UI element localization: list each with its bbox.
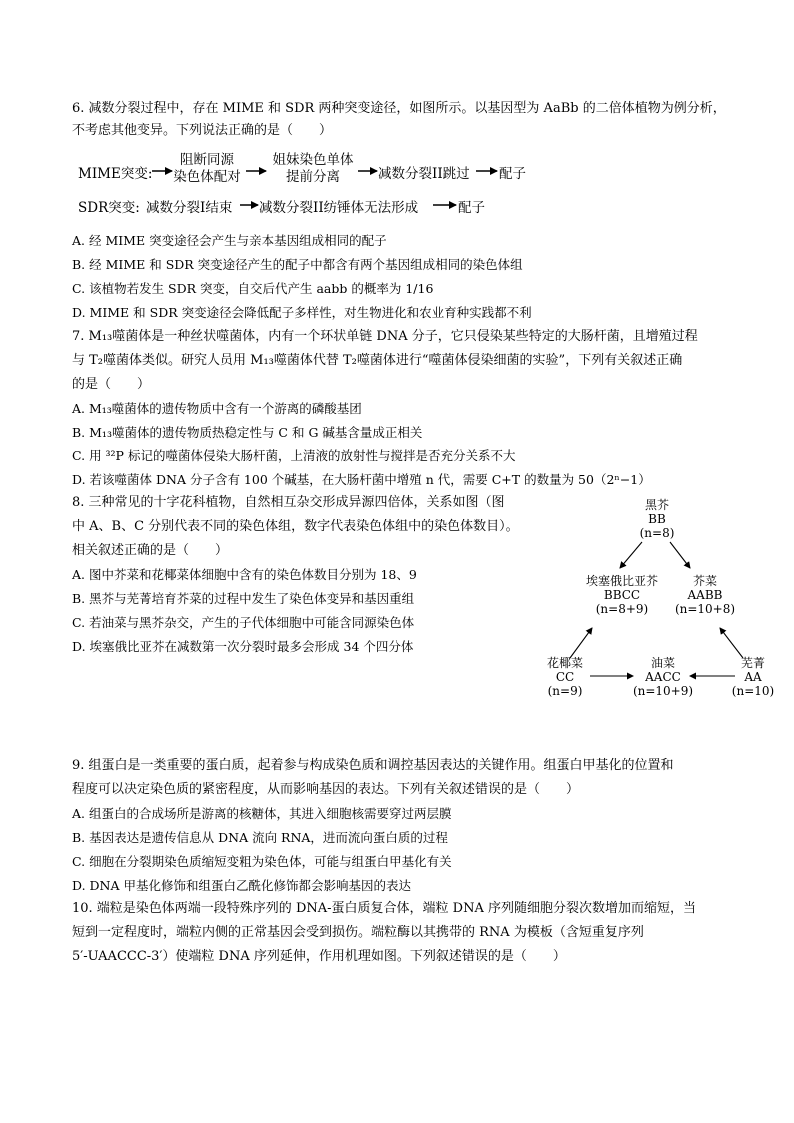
q6-stem-line1: 6. 减数分裂过程中，存在 MIME 和 SDR 两种突变途径，如图所示。以基因型为 AaBb 的二倍体植物为例分析， bbox=[72, 101, 726, 116]
jiecai-name: 芥菜 bbox=[692, 574, 717, 588]
mime-step3: 减数分裂II跳过 bbox=[378, 166, 470, 182]
wujing-n: (n=10) bbox=[731, 684, 775, 698]
node-wujing bbox=[728, 656, 778, 698]
youcai-name: 油菜 bbox=[650, 656, 675, 670]
node-heijie bbox=[622, 498, 692, 540]
q7-option-a: A. M₁₃噬菌体的遗传物质中含有一个游离的磷酸基团 bbox=[72, 401, 362, 416]
q9-option-b: B. 基因表达是遗传信息从 DNA 流向 RNA，进而流向蛋白质的过程 bbox=[72, 830, 448, 845]
mime-step2-line2: 提前分离 bbox=[286, 169, 340, 185]
q9-stem-line1: 9. 组蛋白是一类重要的蛋白质，起着参与构成染色质和调控基因表达的关键作用。组蛋白甲基化的位置和 bbox=[72, 758, 674, 773]
aisai-n: (n=8+9) bbox=[595, 602, 649, 616]
q10-stem-line1: 10. 端粒是染色体两端一段特殊序列的 DNA-蛋白质复合体，端粒 DNA 序列随细胞分裂次数增加而缩短，当 bbox=[72, 901, 696, 916]
jiecai-genome: AABB bbox=[687, 588, 723, 602]
q8-option-d: D. 埃塞俄比亚芥在减数第一次分裂时最多会形成 34 个四分体 bbox=[72, 639, 414, 654]
jiecai-n: (n=10+8) bbox=[674, 602, 736, 616]
wujing-genome: AA bbox=[744, 670, 762, 684]
arrow-huaye-aisai bbox=[570, 628, 592, 658]
heijie-genome: BB bbox=[648, 512, 666, 526]
q7-option-b: B. M₁₃噬菌体的遗传物质热稳定性与 C 和 G 碱基含量成正相关 bbox=[72, 425, 423, 440]
q9-stem-line2: 程度可以决定染色质的紧密程度，从而影响基因的表达。下列有关叙述错误的是（ ） bbox=[72, 782, 580, 797]
huaye-name: 花椰菜 bbox=[546, 656, 583, 670]
aisai-genome: BBCC bbox=[603, 588, 641, 602]
node-jiecai bbox=[670, 574, 740, 616]
q10-stem-line2: 短到一定程度时，端粒内侧的正常基因会受到损伤。端粒酶以其携带的 RNA 为模板（含短重复序列 bbox=[72, 925, 644, 940]
q9-option-c: C. 细胞在分裂期染色质缩短变粗为染色体，可能与组蛋白甲基化有关 bbox=[72, 854, 452, 869]
q6-option-a: A. 经 MIME 突变途径会产生与亲本基因组成相同的配子 bbox=[72, 233, 387, 248]
q8-option-c: C. 若油菜与黑芥杂交，产生的子代体细胞中可能含同源染色体 bbox=[72, 615, 415, 630]
q7-stem-line3: 的是（ ） bbox=[72, 377, 151, 392]
q8-option-a: A. 图中芥菜和花椰菜体细胞中含有的染色体数目分别为 18、9 bbox=[72, 567, 417, 582]
wujing-name: 芜菁 bbox=[740, 656, 765, 670]
mime-step2-line1: 姐妹染色单体 bbox=[272, 152, 354, 168]
aisai-name: 埃塞俄比亚芥 bbox=[585, 574, 658, 588]
sdr-step3: 配子 bbox=[458, 200, 485, 216]
node-aisai bbox=[574, 574, 670, 616]
q8-stem-line3: 相关叙述正确的是（ ） bbox=[72, 543, 229, 558]
node-huaye bbox=[537, 656, 593, 698]
q7-stem-line1: 7. M₁₃噬菌体是一种丝状噬菌体，内有一个环状单链 DNA 分子，它只侵染某些特定的大肠杆菌，且增殖过程 bbox=[72, 329, 698, 344]
q7-option-c: C. 用 ³²P 标记的噬菌体侵染大肠杆菌，上清液的放射性与搅拌是否充分关系不大 bbox=[72, 448, 516, 463]
mime-step1-line1: 阻断同源 bbox=[180, 152, 234, 168]
heijie-n: (n=8) bbox=[639, 526, 675, 540]
mime-step1-line2: 染色体配对 bbox=[173, 169, 241, 185]
q6-stem-line2: 不考虑其他变异。下列说法正确的是（ ） bbox=[72, 123, 333, 138]
q8-option-b: B. 黑芥与芜菁培育芥菜的过程中发生了染色体变异和基因重组 bbox=[72, 591, 415, 606]
sdr-label: SDR突变: bbox=[78, 200, 140, 216]
sdr-step2: 减数分裂II纺锤体无法形成 bbox=[259, 200, 419, 216]
q8-stem-line1: 8. 三种常见的十字花科植物，自然相互杂交形成异源四倍体，关系如图（图 bbox=[72, 495, 505, 510]
huaye-genome: CC bbox=[555, 670, 575, 684]
node-youcai bbox=[628, 656, 698, 698]
heijie-name: 黑芥 bbox=[644, 498, 669, 512]
q9-option-a: A. 组蛋白的合成场所是游离的核糖体，其进入细胞核需要穿过两层膜 bbox=[72, 806, 452, 821]
arrow-wujing-jiecai bbox=[720, 628, 743, 658]
q7-stem-line2: 与 T₂噬菌体类似。研究人员用 M₁₃噬菌体代替 T₂噬菌体进行“噬菌体侵染细菌的实验”，下列有关叙述正确 bbox=[72, 353, 683, 368]
q8-stem-line2: 中 A、B、C 分别代表不同的染色体组，数字代表染色体组中的染色体数目）。 bbox=[72, 519, 519, 534]
arrow-heijie-jiecai bbox=[670, 542, 690, 568]
q7-option-d: D. 若该噬菌体 DNA 分子含有 100 个碱基，在大肠杆菌中增殖 n 代，需要 C+T 的数量为 50（2ⁿ−1） bbox=[72, 472, 651, 487]
q6-option-d: D. MIME 和 SDR 突变途径会降低配子多样性，对生物进化和农业育种实践都不利 bbox=[72, 305, 532, 320]
q9-option-d: D. DNA 甲基化修饰和组蛋白乙酰化修饰都会影响基因的表达 bbox=[72, 878, 411, 893]
youcai-n: (n=10+9) bbox=[632, 684, 694, 698]
mime-step4: 配子 bbox=[499, 166, 526, 182]
huaye-n: (n=9) bbox=[547, 684, 583, 698]
sdr-step1: 减数分裂I结束 bbox=[146, 200, 233, 216]
youcai-genome: AACC bbox=[645, 670, 681, 684]
q10-stem-line3: 5′-UAACCC-3′）使端粒 DNA 序列延伸，作用机理如图。下列叙述错误的是（ ） bbox=[72, 949, 566, 964]
mime-label: MIME突变: bbox=[78, 166, 153, 182]
arrow-heijie-aisai bbox=[620, 542, 642, 568]
q6-option-b: B. 经 MIME 和 SDR 突变途径产生的配子中都含有两个基因组成相同的染色体组 bbox=[72, 257, 523, 272]
q6-option-c: C. 该植物若发生 SDR 突变，自交后代产生 aabb 的概率为 1/16 bbox=[72, 281, 434, 296]
